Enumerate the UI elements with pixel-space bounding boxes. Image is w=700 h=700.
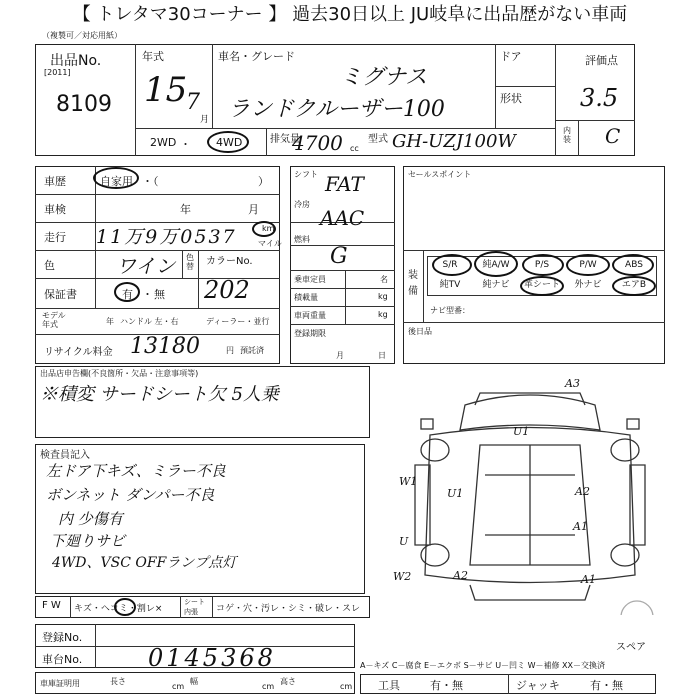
warranty-no: 無	[154, 288, 165, 301]
warranty-label: 保証書	[44, 288, 77, 301]
history-label: 車歴	[44, 175, 66, 188]
mark-left-u1: U1	[447, 487, 464, 500]
banner-title: 【 トレタマ30コーナー 】 過去30日以上 JU岐阜に出品歴がない車両	[72, 4, 628, 25]
color-label: 色	[44, 259, 55, 272]
model-label: 型式	[368, 134, 388, 145]
equip-leather: 革シート	[523, 280, 560, 290]
name-hand-model: ランドクルーザー100	[228, 97, 445, 122]
shift-hand: FAT	[325, 172, 364, 196]
equip-ext-navi: 外ナビ	[574, 280, 602, 290]
displacement-hand: 4700	[292, 131, 343, 155]
interior-label: 内装	[563, 126, 571, 144]
color-no-hand: 202	[204, 276, 250, 304]
mark-seam: U1	[513, 425, 530, 438]
mark-right-a2: A2	[575, 485, 590, 498]
mileage-hand: 11万9万0537	[96, 226, 237, 248]
displacement-label: 排気量	[270, 134, 300, 145]
shape-label: 形状	[500, 92, 522, 105]
lot-label: 出品No.	[50, 53, 102, 69]
warranty-yes: 有	[122, 288, 133, 301]
equipment-label: 装備	[408, 270, 418, 297]
month-hand: 7	[186, 90, 200, 115]
inspector-line-3: 内 少傷有	[58, 510, 123, 528]
color-hand: ワイン	[116, 254, 176, 278]
drive-2wd: 2WD	[150, 136, 177, 149]
score-label: 評価点	[585, 54, 618, 67]
mark-side-w1: W1	[399, 475, 418, 488]
equip-sr: S/R	[442, 260, 458, 270]
history-option-private: 自家用	[100, 175, 133, 188]
year-hand: 15	[144, 70, 188, 110]
lot-year-tag: [2011]	[44, 68, 71, 77]
mark-bottom-a2: A2	[453, 569, 468, 582]
mark-right-a1: A1	[573, 520, 588, 533]
score-value: 3.5	[580, 84, 619, 112]
inspection-label: 車検	[44, 203, 66, 216]
mileage-km-circle	[252, 221, 276, 237]
inspector-line-5: 4WD、VSC OFFランプ点灯	[52, 555, 237, 571]
exhibitor-hand: ※積変 サードシート欠 5人乗	[40, 384, 279, 405]
damage-codes-legend: A－キズ C－腐食 E－エクボ S－サビ U－凹ミ W－補修 XX－交換済	[360, 661, 606, 670]
month-label: 月	[200, 115, 210, 125]
door-label: ドア	[500, 50, 522, 63]
name-hand-grade: ミグナス	[340, 65, 428, 90]
equip-tv: 純TV	[439, 280, 461, 290]
year-label: 年式	[142, 50, 164, 63]
recycle-label: リサイクル料金	[44, 347, 113, 358]
equip-ps: P/S	[534, 260, 550, 270]
model-hand: GH-UZJ100W	[392, 131, 516, 152]
mark-side-w2: W2	[393, 570, 412, 583]
inspector-line-1: 左ドア下キズ、ミラー不良	[46, 462, 226, 480]
spare-label: スペア	[616, 642, 646, 653]
warranty-yes-circle	[114, 282, 140, 302]
mark-a3-top: A3	[565, 377, 580, 390]
history-private-circle	[93, 167, 139, 189]
mark-side-u: U	[399, 535, 409, 548]
equip-airbag: エアB	[621, 280, 647, 290]
fuel-hand: G	[330, 244, 348, 269]
displacement-unit: cc	[350, 144, 359, 153]
mark-bottom-a1: A1	[581, 573, 596, 586]
mileage-label: 走行	[44, 231, 66, 244]
lot-number: 8109	[56, 92, 112, 117]
ac-hand: AAC	[320, 206, 365, 230]
equip-alloy: 純A/W	[482, 260, 510, 270]
vehicle-diagram	[385, 375, 675, 615]
chassis-hand: 0145368	[148, 644, 276, 672]
sheet-note: （複製可／対応用紙）	[42, 31, 122, 40]
equip-abs: ABS	[625, 260, 643, 270]
equip-pw: P/W	[579, 260, 597, 270]
recycle-hand: 13180	[130, 334, 200, 359]
inspector-line-4: 下廻りサビ	[50, 532, 126, 550]
interior-value: C	[605, 124, 621, 148]
color-no-label: カラーNo.	[206, 256, 253, 267]
name-label: 車名・グレード	[218, 50, 295, 63]
inspector-line-2: ボンネット ダンパー不良	[46, 486, 215, 504]
drive-4wd: 4WD	[216, 136, 243, 149]
drive-4wd-circle	[207, 131, 249, 153]
equip-navi: 純ナビ	[482, 280, 510, 290]
